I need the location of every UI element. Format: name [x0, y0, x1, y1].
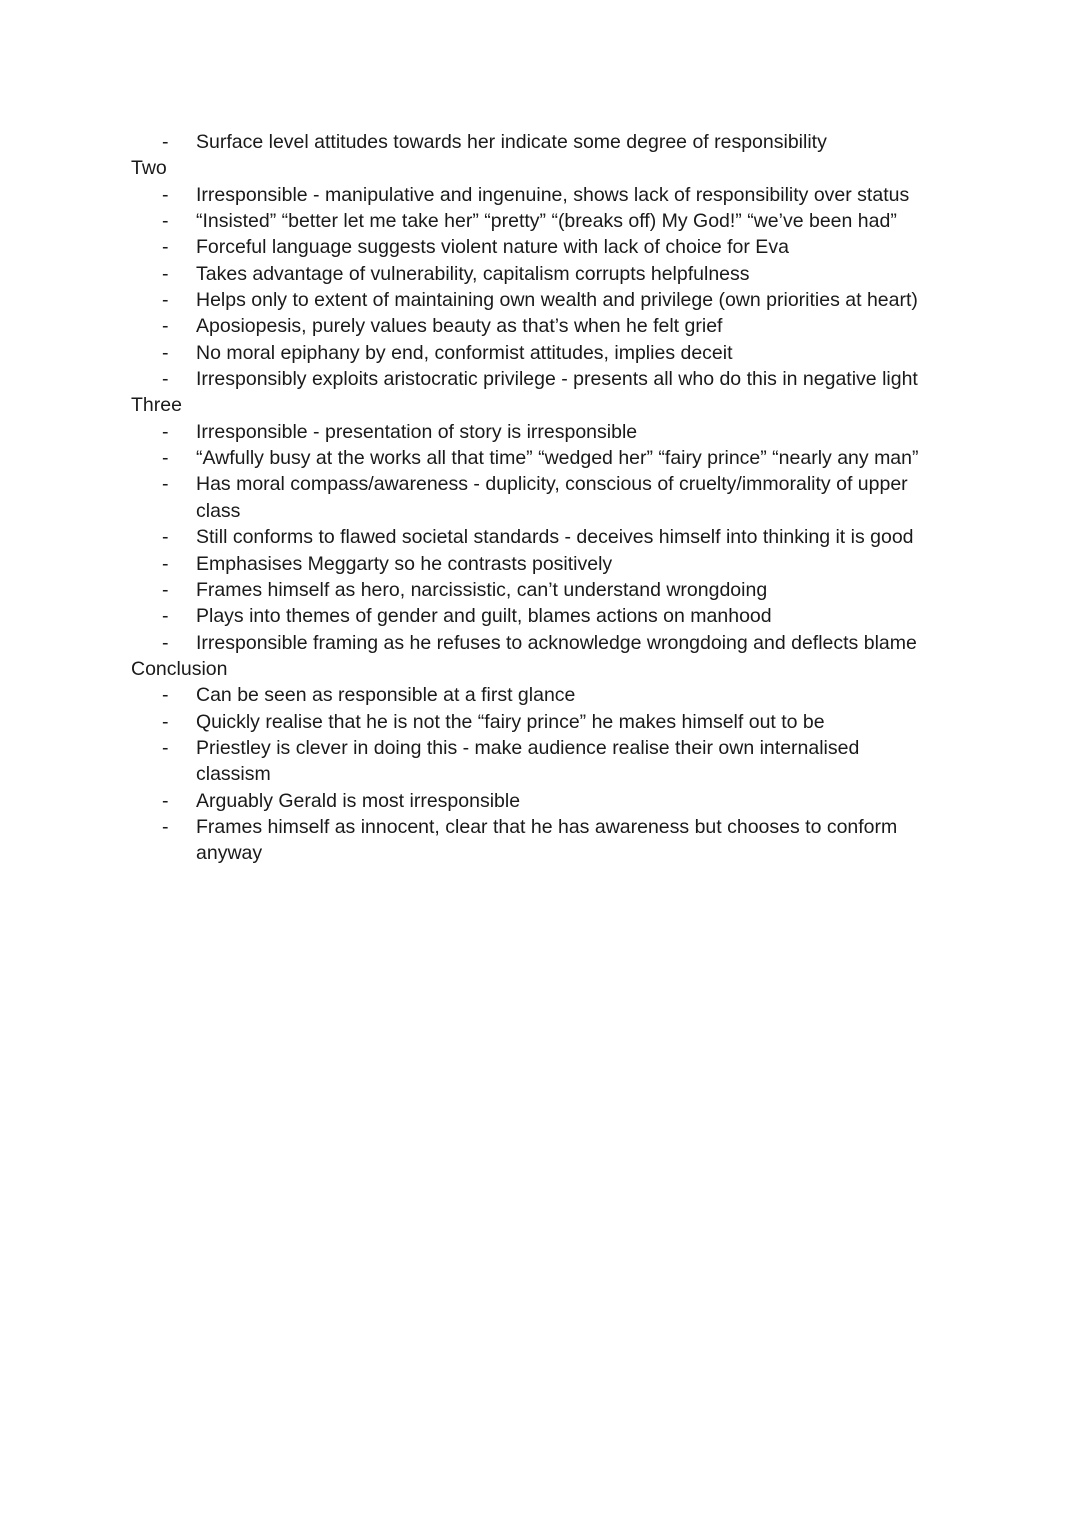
bullet-dash: -	[162, 183, 169, 206]
list-item	[0, 551, 1080, 577]
bullet-dash: -	[162, 368, 169, 391]
list-item-text: Takes advantage of vulnerability, capitalism corrupts helpfulness	[196, 262, 750, 285]
list-item	[0, 524, 1080, 550]
bullet-dash: -	[162, 631, 169, 654]
list-item-text: Emphasises Meggarty so he contrasts positively	[196, 552, 613, 575]
list-item	[0, 261, 1080, 287]
section-heading: Conclusion	[131, 657, 228, 680]
bullet-dash: -	[162, 236, 169, 259]
list-item	[0, 471, 1080, 497]
bullet-dash: -	[162, 526, 169, 549]
list-item-text: “Insisted” “better let me take her” “pretty” “(breaks off) My God!” “we’ve been had”	[196, 210, 897, 233]
bullet-dash: -	[162, 262, 169, 285]
bullet-dash: -	[162, 552, 169, 575]
list-item-text: Plays into themes of gender and guilt, blames actions on manhood	[196, 605, 772, 628]
bullet-dash: -	[162, 210, 169, 233]
list-item-text: Frames himself as innocent, clear that he has awareness but chooses to conform	[196, 815, 898, 838]
list-item	[0, 445, 1080, 471]
list-item-text: Priestley is clever in doing this - make audience realise their own internalised	[196, 736, 860, 759]
list-item	[0, 129, 1080, 155]
list-item-continuation: class	[196, 499, 241, 522]
section-heading: Three	[131, 394, 182, 417]
list-item-text: Can be seen as responsible at a first glance	[196, 684, 576, 707]
list-item	[0, 630, 1080, 656]
list-item	[0, 182, 1080, 208]
document-page	[0, 129, 1080, 867]
list-item	[0, 340, 1080, 366]
list-item-text: Irresponsible - manipulative and ingenuine, shows lack of responsibility over status	[196, 183, 910, 206]
list-item-continuation: anyway	[196, 842, 263, 865]
list-item-text: Irresponsibly exploits aristocratic privilege - presents all who do this in negative light	[196, 368, 918, 391]
bullet-dash: -	[162, 815, 169, 838]
list-item-text: Arguably Gerald is most irresponsible	[196, 789, 521, 812]
list-item-text: Quickly realise that he is not the “fairy prince” he makes himself out to be	[196, 710, 825, 733]
bullet-dash: -	[162, 710, 169, 733]
list-item	[0, 735, 1080, 761]
list-item-text: Forceful language suggests violent nature with lack of choice for Eva	[196, 236, 789, 259]
bullet-dash: -	[162, 289, 169, 312]
list-item-continuation: classism	[196, 763, 271, 786]
list-item	[0, 287, 1080, 313]
list-item	[0, 603, 1080, 629]
list-item-text: Frames himself as hero, narcissistic, can’t understand wrongdoing	[196, 578, 768, 601]
list-item	[0, 419, 1080, 445]
bullet-dash: -	[162, 447, 169, 470]
bullet-dash: -	[162, 315, 169, 338]
bullet-dash: -	[162, 736, 169, 759]
bullet-dash: -	[162, 420, 169, 443]
list-item-text: Surface level attitudes towards her indicate some degree of responsibility	[196, 131, 827, 153]
list-item-text: Aposiopesis, purely values beauty as that’s when he felt grief	[196, 315, 723, 338]
list-item	[0, 366, 1080, 392]
list-item	[0, 788, 1080, 814]
list-item-text: Has moral compass/awareness - duplicity, conscious of cruelty/immorality of upper	[196, 473, 908, 496]
section-heading: Two	[131, 157, 167, 180]
list-item	[0, 709, 1080, 735]
bullet-dash: -	[162, 605, 169, 628]
list-item-text: “Awfully busy at the works all that time” “wedged her” “fairy prince” “nearly any man”	[196, 447, 919, 470]
list-item	[0, 313, 1080, 339]
list-item-text: Irresponsible framing as he refuses to acknowledge wrongdoing and deflects blame	[196, 631, 917, 654]
bullet-dash: -	[162, 684, 169, 707]
list-item	[0, 234, 1080, 260]
list-item	[0, 814, 1080, 840]
bullet-dash: -	[162, 789, 169, 812]
list-item	[0, 577, 1080, 603]
list-item-text: No moral epiphany by end, conformist attitudes, implies deceit	[196, 341, 733, 364]
list-item-text: Irresponsible - presentation of story is irresponsible	[196, 420, 638, 443]
list-item	[0, 682, 1080, 708]
bullet-dash: -	[162, 473, 169, 496]
list-item-text: Helps only to extent of maintaining own wealth and privilege (own priorities at heart)	[196, 289, 918, 312]
list-item	[0, 208, 1080, 234]
bullet-dash: -	[162, 131, 169, 153]
bullet-dash: -	[162, 578, 169, 601]
list-item-text: Still conforms to flawed societal standards - deceives himself into thinking it is good	[196, 526, 914, 549]
bullet-dash: -	[162, 341, 169, 364]
